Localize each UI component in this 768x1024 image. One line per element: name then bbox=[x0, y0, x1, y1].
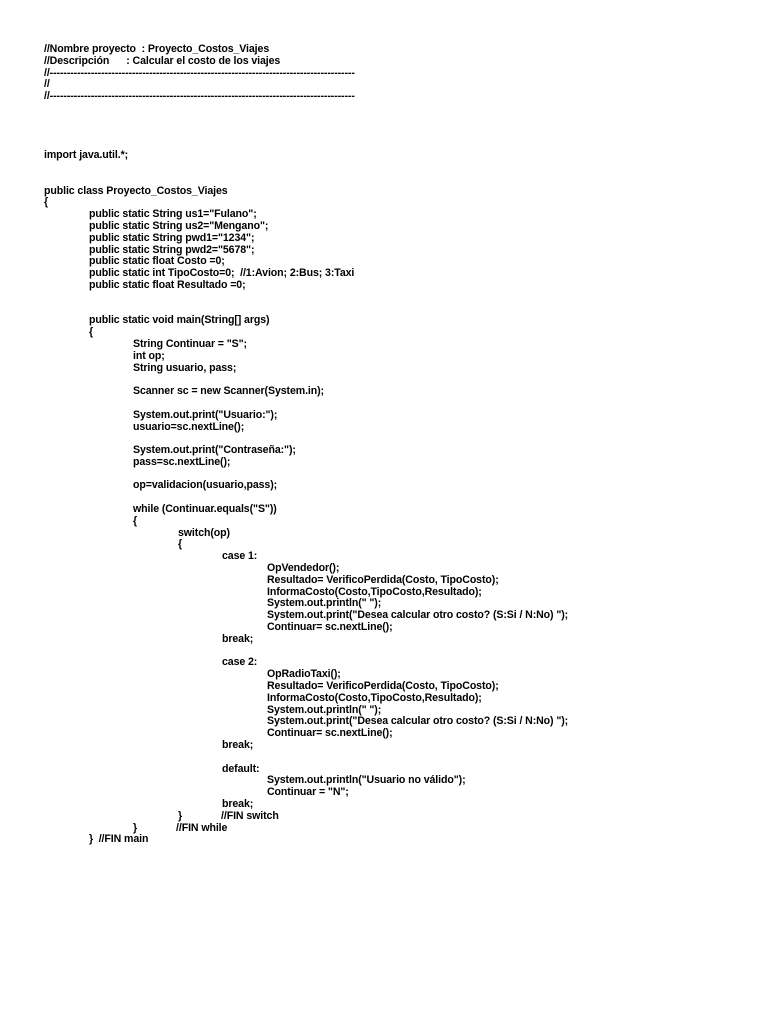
case-statement: System.out.print("Desea calcular otro costo? (S:Si / N:No) "); bbox=[267, 715, 569, 728]
validation-statement: op=validacion(usuario,pass); bbox=[133, 479, 278, 492]
main-close-line: } //FIN main bbox=[89, 833, 149, 846]
case-statement: System.out.println(" "); bbox=[267, 597, 382, 610]
break-statement: break; bbox=[222, 739, 254, 752]
case-label: case 2: bbox=[222, 656, 258, 669]
local-declaration: String usuario, pass; bbox=[133, 361, 237, 374]
case-statement: System.out.print("Desea calcular otro costo? (S:Si / N:No) "); bbox=[267, 609, 569, 622]
header-separator: //----------------------------------------------------------------------------------------- bbox=[44, 90, 355, 103]
while-close-comment: //FIN while bbox=[176, 821, 228, 834]
case-statement: Resultado= VerificoPerdida(Costo, TipoCosto); bbox=[267, 573, 499, 586]
switch-declaration: switch(op) bbox=[178, 526, 230, 539]
case-statement: Continuar= sc.nextLine(); bbox=[267, 727, 393, 740]
break-statement: break; bbox=[222, 632, 254, 645]
header-description: //Descripción : Calcular el costo de los viajes bbox=[44, 54, 281, 67]
field-declaration: public static float Costo =0; bbox=[89, 255, 225, 268]
field-declaration: public static float Resultado =0; bbox=[89, 278, 246, 291]
switch-close-comment: //FIN switch bbox=[221, 809, 279, 822]
field-declaration: public static String us1="Fulano"; bbox=[89, 208, 257, 221]
field-declaration: public static String pwd2="5678"; bbox=[89, 243, 255, 256]
while-open-brace: { bbox=[133, 514, 138, 527]
field-declaration: public static int TipoCosto=0; //1:Avion; 2:Bus; 3:Taxi bbox=[89, 267, 355, 280]
main-declaration: public static void main(String[] args) bbox=[89, 314, 270, 327]
blank-line bbox=[44, 398, 744, 410]
blank-line bbox=[44, 292, 744, 304]
field-declaration: public static String pwd1="1234"; bbox=[89, 231, 255, 244]
case-label: case 1: bbox=[222, 550, 258, 563]
while-close-line bbox=[44, 823, 744, 835]
switch-open-brace: { bbox=[178, 538, 183, 551]
case-statement: Resultado= VerificoPerdida(Costo, TipoCosto); bbox=[267, 680, 499, 693]
main-open-brace: { bbox=[89, 326, 94, 339]
case-statement: OpVendedor(); bbox=[267, 562, 340, 575]
switch-close-brace: } bbox=[178, 809, 183, 822]
case-statement: OpRadioTaxi(); bbox=[267, 668, 341, 681]
header-separator: //----------------------------------------------------------------------------------------- bbox=[44, 66, 355, 79]
blank-line bbox=[44, 138, 744, 150]
code-listing bbox=[44, 44, 744, 846]
default-statement: System.out.println("Usuario no válido"); bbox=[267, 774, 466, 787]
case-statement: InformaCosto(Costo,TipoCosto,Resultado); bbox=[267, 585, 482, 598]
header-empty-comment: // bbox=[44, 78, 50, 91]
case-statement: InformaCosto(Costo,TipoCosto,Resultado); bbox=[267, 691, 482, 704]
scanner-statement: Scanner sc = new Scanner(System.in); bbox=[133, 385, 324, 398]
class-open-brace: { bbox=[44, 196, 49, 209]
while-close-brace: } bbox=[133, 821, 138, 834]
local-declaration: String Continuar = "S"; bbox=[133, 337, 247, 350]
blank-line bbox=[44, 103, 744, 115]
field-declaration: public static String us2="Mengano"; bbox=[89, 219, 269, 232]
blank-line bbox=[44, 162, 744, 174]
blank-line bbox=[44, 646, 744, 658]
pass-prompt-statement: System.out.print("Contraseña:"); bbox=[133, 444, 296, 457]
case-statement: Continuar= sc.nextLine(); bbox=[267, 621, 393, 634]
pass-read-statement: pass=sc.nextLine(); bbox=[133, 455, 231, 468]
default-statement: Continuar = "N"; bbox=[267, 786, 349, 799]
while-declaration: while (Continuar.equals("S")) bbox=[133, 503, 277, 516]
user-read-statement: usuario=sc.nextLine(); bbox=[133, 420, 245, 433]
local-declaration: int op; bbox=[133, 349, 165, 362]
user-prompt-statement: System.out.print("Usuario:"); bbox=[133, 408, 278, 421]
header-project-name: //Nombre proyecto : Proyecto_Costos_Viajes bbox=[44, 43, 270, 55]
break-statement: break; bbox=[222, 798, 254, 810]
case-statement: System.out.println(" "); bbox=[267, 703, 382, 716]
import-statement: import java.util.*; bbox=[44, 149, 129, 162]
blank-line bbox=[44, 127, 744, 139]
blank-line bbox=[44, 115, 744, 127]
class-declaration: public class Proyecto_Costos_Viajes bbox=[44, 184, 228, 197]
switch-close-line bbox=[44, 811, 744, 823]
blank-line bbox=[44, 752, 744, 764]
default-label: default: bbox=[222, 762, 260, 775]
blank-line bbox=[44, 174, 744, 186]
